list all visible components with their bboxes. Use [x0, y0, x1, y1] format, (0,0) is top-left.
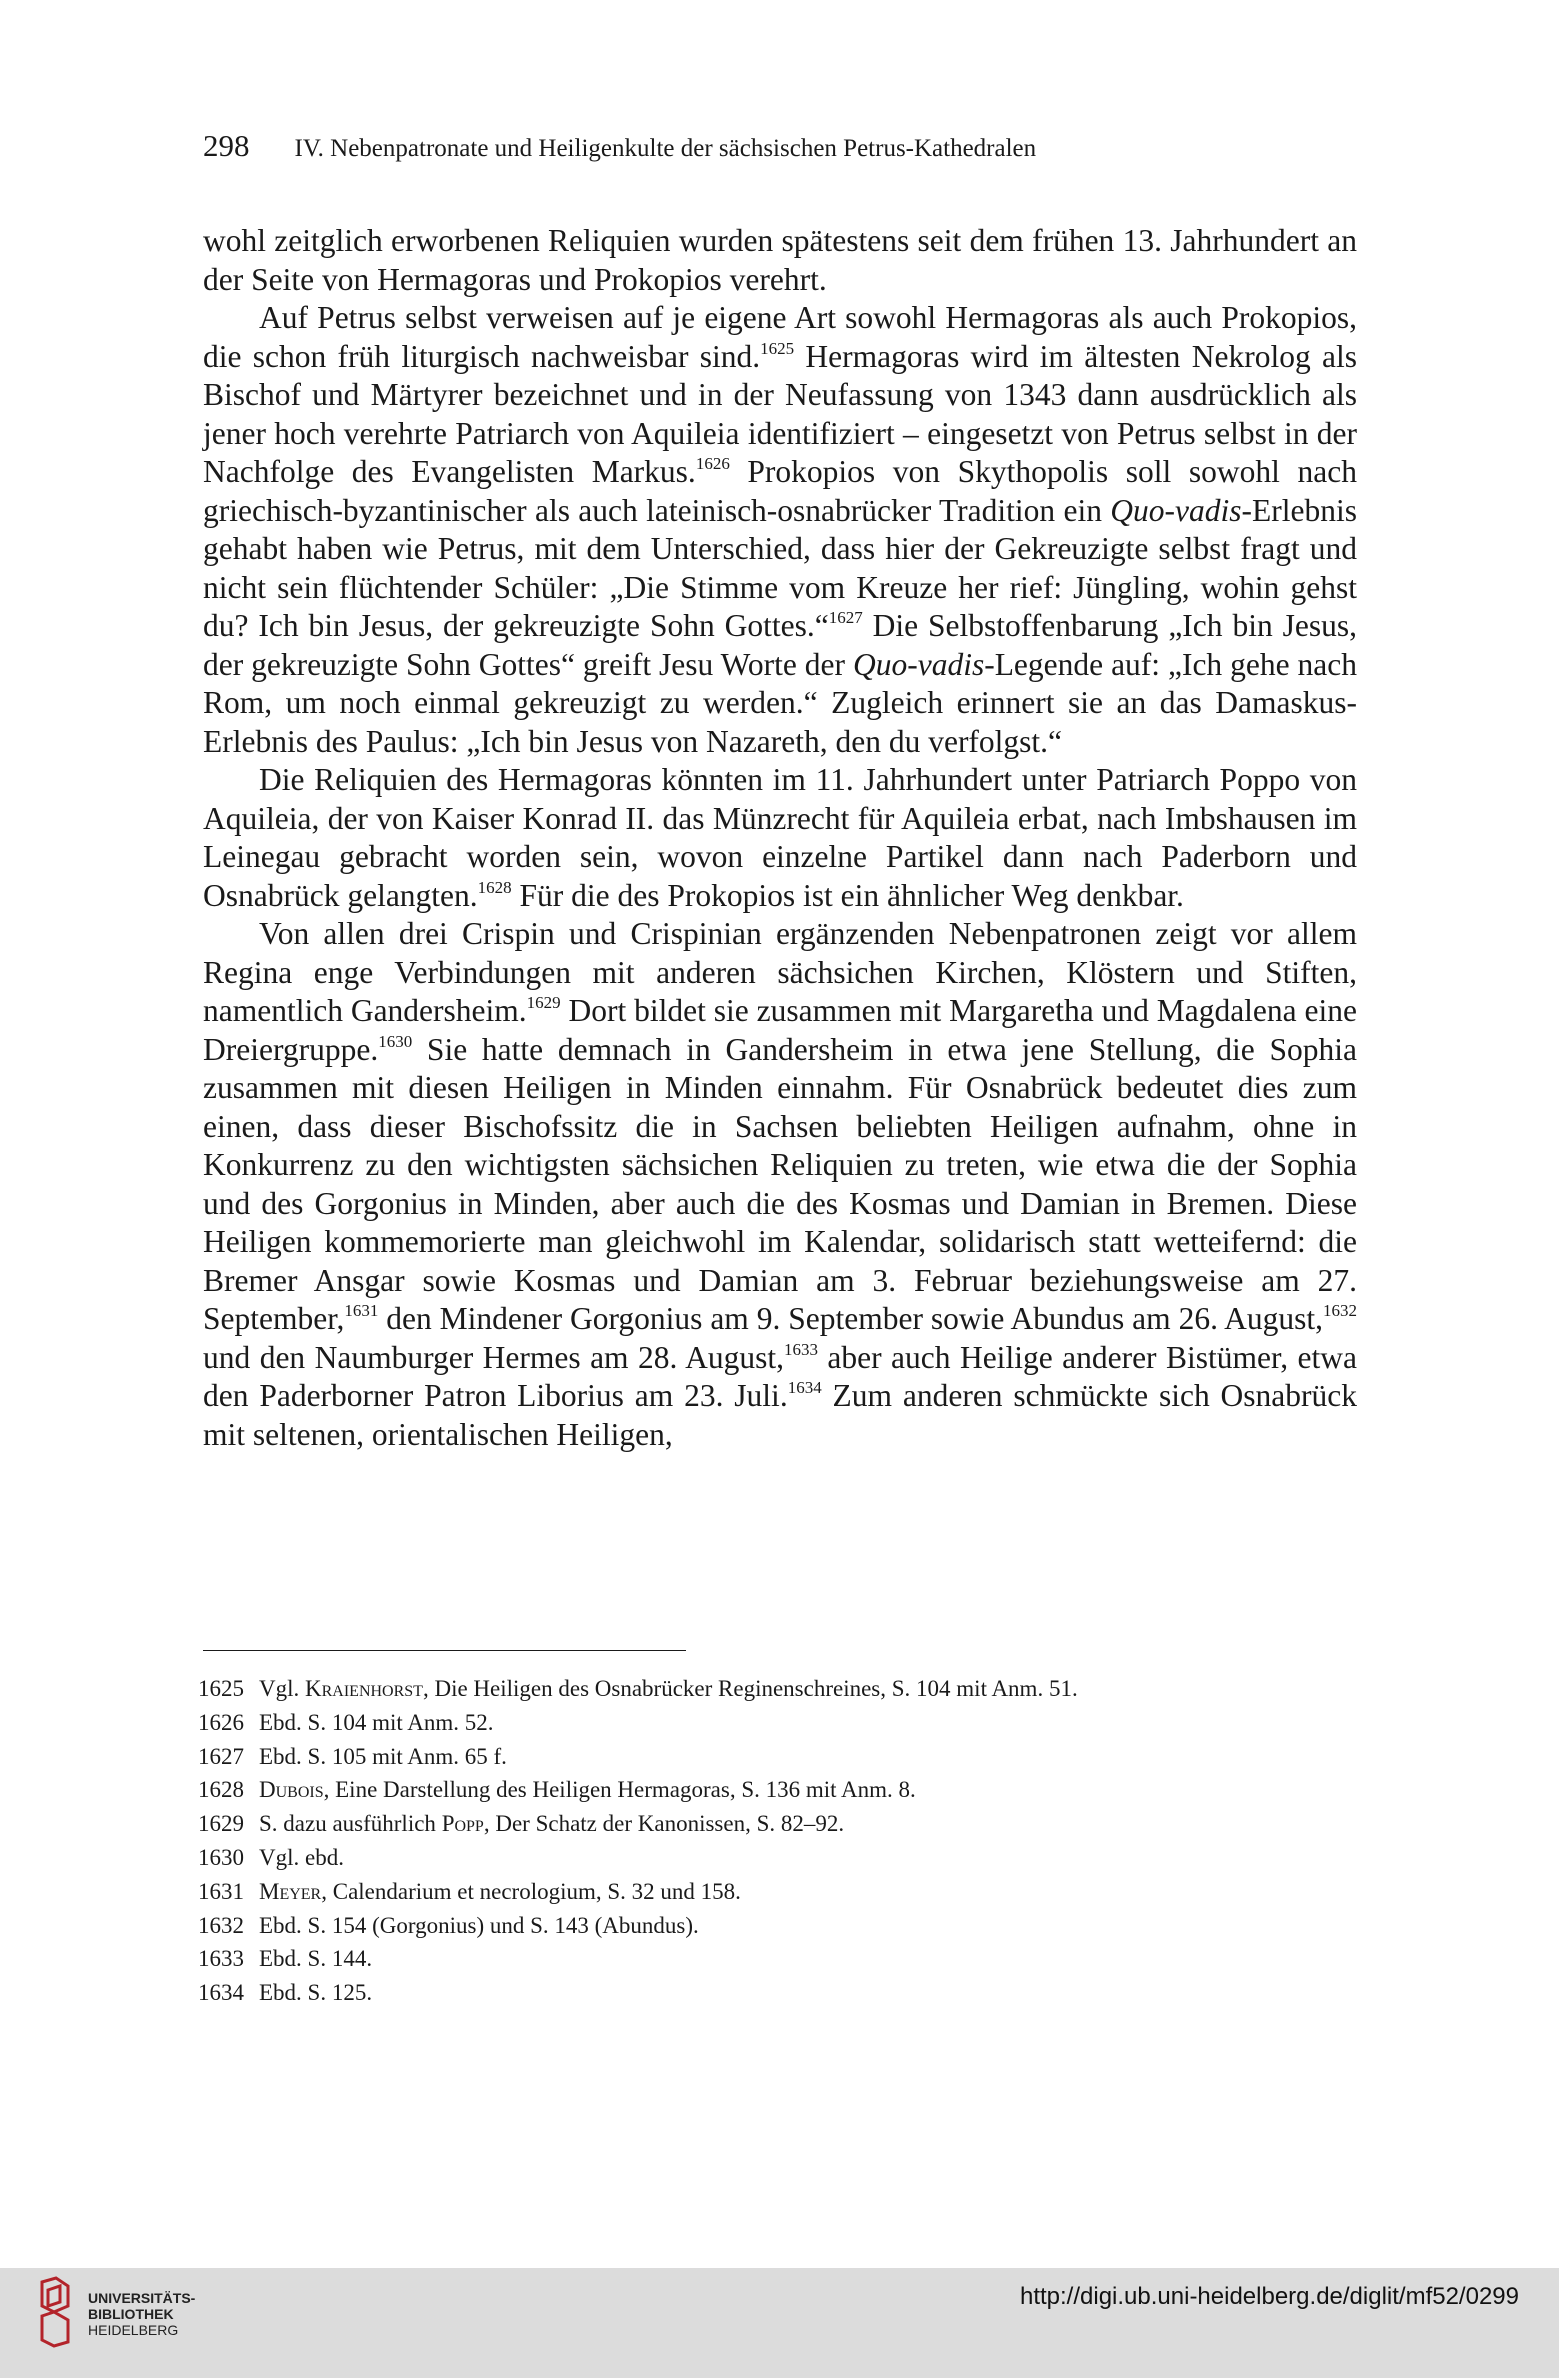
footnote-number: 1629: [198, 1811, 244, 1837]
text-run: Prokopios von Skythopolis soll sowohl nach griechisch-byzantinischer als auch lateinisch-osnabrücker Tradition ein: [203, 454, 1357, 528]
footnote-item: [198, 1976, 1358, 2010]
footnote-item: [198, 1773, 1358, 1807]
italic-term: Quo-vadis: [852, 646, 985, 682]
footnote-text: [259, 1672, 1078, 1706]
text-run: Die Selbstoffenbarung „Ich bin Jesus, der gekreuzigte Sohn Gottes“ greift Jesu Worte der: [203, 608, 1357, 682]
footnote-text-run: Ebd. S. 154 (Gorgonius) und S. 143 (Abundus).: [259, 1912, 699, 1938]
footnote-text-run: Ebd. S. 144.: [259, 1946, 373, 1972]
footnote-item: [198, 1706, 1358, 1740]
library-name: [88, 2290, 195, 2338]
library-name-line: BIBLIOTHEK: [88, 2306, 174, 2322]
text-run: Sie hatte demnach in Gandersheim in etwa jene Stellung, die Sophia zusammen mit diesen Heiligen in Minden einnahm. Für Osnabrück bedeutet dies zum einen, dass dieser Bischofssitz die in Sachsen beliebten Heiligen aufnahm, ohne in Konkurrenz zu den wichtigsten sächsichen Reliquien zu treten, wie etwa die der Sophia und des Gorgonius in Minden, aber auch die des Kosmas und Damian in Bremen. Diese Heiligen kommemorierte man gleichwohl im Kalendar, solidarisch statt wetteifernd: die Bremer Ansgar sowie Kosmas und Damian am 3. Februar beziehungsweise am 27. September,: [203, 1031, 1357, 1336]
author-name: Popp: [441, 1811, 484, 1837]
footnote-text: [259, 1740, 507, 1774]
running-header: [203, 130, 1357, 165]
text-run: Zum anderen schmückte sich Osnabrück mit seltenen, orientalischen Heiligen,: [203, 1378, 1357, 1452]
footnote-ref-1627[interactable]: 1627: [828, 608, 863, 627]
running-title: IV. Nebenpatronate und Heiligenkulte der sächsischen Petrus-Kathedralen: [294, 135, 1037, 162]
text-run: -Erlebnis gehabt haben wie Petrus, mit dem Unterschied, dass hier der Gekreuzigte selbst fragt und nicht sein flüchtender Schüler: „Die Stimme vom Kreuze her rief: Jüngling, wohin gehst du? Ich bin Jesus, der gekreuzigte Sohn Gottes.“: [203, 492, 1357, 643]
footnotes: [198, 1672, 1358, 2010]
footnote-text-run: Vgl. ebd.: [259, 1844, 344, 1870]
footnote-text: [259, 1976, 372, 2010]
footnote-text: [259, 1909, 699, 1943]
page-number: 298: [203, 128, 250, 163]
footnote-text: [259, 1706, 494, 1740]
footnote-text: [259, 1942, 372, 1976]
footnote-item: [198, 1740, 1358, 1774]
footnote-ref-1628[interactable]: 1628: [477, 877, 512, 897]
footnote-text-run: Vgl.: [259, 1676, 305, 1701]
main-text: [203, 222, 1357, 1454]
library-name-line: HEIDELBERG: [88, 2322, 179, 2338]
paragraph-4: [203, 915, 1357, 1454]
footnote-item: [198, 1875, 1358, 1909]
footnote-ref-1634[interactable]: 1634: [787, 1378, 822, 1397]
footnote-text: [259, 1841, 344, 1875]
footnote-text: [259, 1773, 916, 1807]
library-name-line: UNIVERSITÄTS-: [88, 2290, 196, 2306]
italic-term: Quo-vadis: [1110, 492, 1242, 528]
footnote-text-run: , Die Heiligen des Osnabrücker Reginenschreines, S. 104 mit Anm. 51.: [422, 1676, 1078, 1701]
footnote-text-run: , Calendarium et necrologium, S. 32 und 158.: [321, 1878, 741, 1904]
author-name: Kraienhorst: [305, 1676, 423, 1701]
footnote-number: 1634: [198, 1980, 244, 2006]
footnote-ref-1629[interactable]: 1629: [526, 993, 561, 1012]
footnote-number: 1631: [198, 1878, 244, 1904]
footnote-text-run: , Der Schatz der Kanonissen, S. 82–92.: [483, 1811, 845, 1837]
text-run: Von allen drei Crispin und Crispinian ergänzenden Nebenpatronen zeigt vor allem Regina enge Verbindungen mit anderen sächsichen Kirchen, Klöstern und Stiften, namentlich Gandersheim.: [203, 916, 1357, 1028]
author-name: Meyer: [259, 1878, 322, 1904]
footnote-number: 1632: [198, 1912, 244, 1938]
author-name: Dubois: [259, 1777, 324, 1803]
footnote-text: [259, 1875, 741, 1909]
permalink-url[interactable]: http://digi.ub.uni-heidelberg.de/diglit/mf52/0299: [1019, 2283, 1519, 2310]
footnote-ref-1626[interactable]: 1626: [695, 454, 730, 473]
footnote-item: [198, 1909, 1358, 1943]
text-run: den Mindener Gorgonius am 9. September sowie Abundus am 26. August,: [378, 1301, 1323, 1336]
footnote-text-run: Ebd. S. 125.: [259, 1980, 373, 2006]
footnote-item: [198, 1672, 1358, 1706]
text-run: Dort bildet sie zusammen mit Margaretha und Magdalena eine Dreiergruppe.: [203, 993, 1357, 1067]
footnote-text-run: Ebd. S. 104 mit Anm. 52.: [259, 1709, 494, 1735]
paragraph-1: wohl zeitglich erworbenen Reliquien wurden spätestens seit dem frühen 13. Jahrhundert an der Seite von Hermagoras und Prokopios verehrt.: [203, 223, 1357, 297]
footnote-number: 1630: [198, 1844, 244, 1870]
footnote-item: [198, 1841, 1358, 1875]
text-run: -Legende auf: „Ich gehe nach Rom, um noch einmal gekreuzigt zu werden.“ Zugleich erinnert sie an das Damaskus-Erlebnis des Paulus: „Ich bin Jesus von Nazareth, den du verfolgst.“: [203, 646, 1357, 759]
footnote-ref-1630[interactable]: 1630: [378, 1031, 413, 1051]
footnote-number: 1633: [198, 1946, 244, 1972]
library-logo-icon: [38, 2276, 72, 2348]
footnote-number: 1627: [198, 1743, 244, 1769]
footnote-number: 1628: [198, 1777, 244, 1803]
footnote-ref-1631[interactable]: 1631: [344, 1301, 379, 1320]
footnote-text-run: Ebd. S. 105 mit Anm. 65 f.: [259, 1743, 507, 1769]
footnote-text-run: , Eine Darstellung des Heiligen Hermagoras, S. 136 mit Anm. 8.: [323, 1777, 916, 1803]
text-run: Die Reliquien des Hermagoras könnten im 11. Jahrhundert unter Patriarch Poppo von Aquileia, der von Kaiser Konrad II. das Münzrecht für Aquileia erbat, nach Imbshausen im Leinegau gebracht worden sein, wovon einzelne Partikel dann nach Paderborn und Osnabrück gelangten.: [203, 762, 1357, 913]
text-run: Für die des Prokopios ist ein ähnlicher Weg denkbar.: [511, 877, 1184, 913]
footnote-text: [259, 1807, 844, 1841]
paragraph-3: [203, 761, 1357, 915]
footnote-number: 1625: [198, 1676, 244, 1701]
paragraph-2: [203, 299, 1357, 761]
footnote-text-run: S. dazu ausführlich: [259, 1811, 442, 1837]
footnote-divider: [203, 1650, 686, 1651]
footnote-ref-1632[interactable]: 1632: [1323, 1301, 1357, 1320]
text-run: und den Naumburger Hermes am 28. August,: [203, 1339, 784, 1375]
text-run: aber auch Heilige anderer Bistümer, etwa den Paderborner Patron Liborius am 23. Juli.: [203, 1339, 1357, 1413]
text-run: Hermagoras wird im ältesten Nekrolog als Bischof und Märtyrer bezeichnet und in der Neufassung von 1343 dann ausdrücklich als jener hoch verehrte Patriarch von Aquileia identifiziert – eingesetzt von Petrus selbst in der Nachfolge des Evangelisten Markus.: [203, 338, 1357, 489]
text-run: Auf Petrus selbst verweisen auf je eigene Art sowohl Hermagoras als auch Prokopios, die schon früh liturgisch nachweisbar sind.: [203, 300, 1357, 374]
footnote-ref-1633[interactable]: 1633: [783, 1339, 818, 1359]
footnote-ref-1625[interactable]: 1625: [760, 338, 795, 358]
footnote-item: [198, 1807, 1358, 1841]
footnote-number: 1626: [198, 1709, 244, 1735]
footnote-item: [198, 1942, 1358, 1976]
